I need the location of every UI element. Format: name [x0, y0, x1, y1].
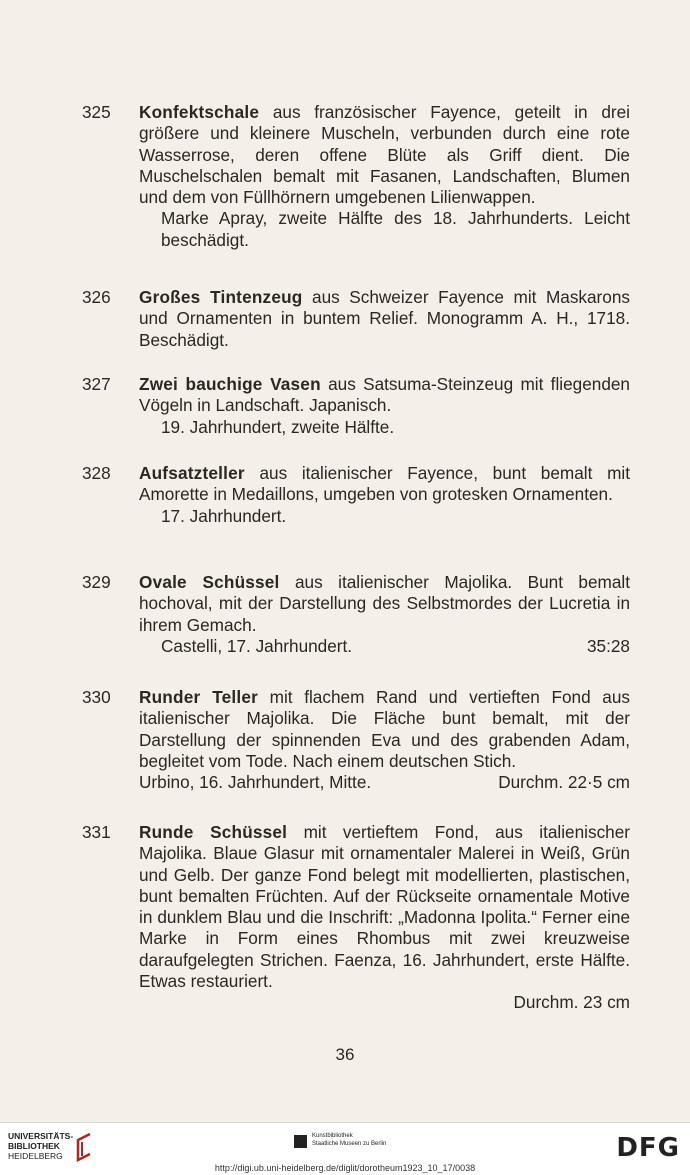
entry-description: aus französischer Fayence, geteilt in drei größere und kleinere Muscheln, verbunden durch eine rote Wasserrose, deren offene Blüte als Griff dient. Die Muschelschalen bemalt mit Fasanen, Landschaften, Blumen und dem von Füllhörnern umgebenen Lilienwappen.	[139, 102, 630, 208]
entry-title: Zwei bauchige Vasen	[139, 374, 321, 394]
entry-number: 329	[82, 572, 111, 592]
entry-origin: Castelli, 17. Jahrhundert.	[161, 635, 353, 656]
university-library-label	[8, 1131, 73, 1161]
kunstbibliothek-label	[312, 1132, 386, 1148]
entry-title: Runder Teller	[139, 687, 258, 707]
entry-title: Runde Schüssel	[139, 822, 288, 842]
source-url[interactable]: http://digi.ub.uni-heidelberg.de/diglit/dorotheum1923_10_17/0038	[214, 1163, 476, 1173]
uni-label-line1: UNIVERSITÄTS-	[8, 1131, 74, 1141]
entry-note: 19. Jahrhundert, zweite Hälfte.	[161, 416, 395, 437]
entry-title: Konfektschale	[139, 102, 260, 122]
entry-dimensions: 35:28	[586, 635, 630, 656]
entry-description: aus Schweizer Fayence mit Maskarons und Ornamenten in buntem Relief. Monogramm A. H., 1718. Beschädigt.	[139, 287, 630, 350]
entry-description: mit flachem Rand und vertieften Fond aus italienischer Majolika. Die Fläche bunt bemalt, mit der Darstellung der spinnenden Eva und des grabenden Adam, begleitet vom Tode. Nach einem deutschen Stich.	[139, 687, 630, 771]
entry-number: 330	[82, 687, 111, 707]
entry-dimensions: Durchm. 23 cm	[513, 992, 630, 1013]
entry-description: aus italienischer Fayence, bunt bemalt mit Amorette in Medaillons, umgeben von grotesken Ornamenten.	[139, 463, 630, 505]
entry-number: 331	[82, 822, 111, 842]
entry-description: aus italienischer Majolika. Bunt bemalt hochoval, mit der Darstellung des Selbstmordes der Lucretia in ihrem Gemach.	[139, 572, 630, 635]
entry-title: Ovale Schüssel	[139, 572, 280, 592]
kb-label-line2: Staatliche Museen zu Berlin	[312, 1141, 387, 1147]
entry-dimensions: Durchm. 22·5 cm	[498, 772, 630, 793]
entry-origin: Urbino, 16. Jahrhundert, Mitte.	[139, 772, 372, 793]
entry-description: aus Satsuma-Steinzeug mit fliegenden Vögeln in Landschaft. Japanisch.	[139, 374, 630, 416]
digitization-footer	[0, 1122, 690, 1175]
entry-number: 325	[82, 102, 111, 122]
entry-number: 328	[82, 463, 111, 483]
page-number: 36	[335, 1045, 355, 1064]
uni-label-line3: HEIDELBERG	[8, 1151, 63, 1161]
entry-title: Großes Tintenzeug	[139, 287, 303, 307]
entry-number: 326	[82, 287, 111, 307]
entry-title: Aufsatzteller	[139, 463, 245, 483]
kb-label-line1: Kunstbibliothek	[312, 1133, 353, 1139]
entry-description: mit vertieftem Fond, aus italienischer Majolika. Blaue Glasur mit ornamentaler Malerei in Weiß, Grün und Gelb. Der ganze Fond belegt mit modellierten, plastischen, bunt bemalten Früchten. Auf der Rückseite ornamentale Motive in dunklem Blau und die Inschrift: „Madonna Ipolita.“ Ferner eine Marke in Form eines Rhombus mit zwei kreuzweise daraufgelegten Strichen. Faenza, 16. Jahrhundert, erste Hälfte. Etwas restauriert.	[139, 822, 631, 992]
university-logo-icon	[72, 1132, 96, 1162]
entry-number: 327	[82, 374, 111, 394]
dfg-logo: DFG	[616, 1133, 680, 1163]
entry-note: 17. Jahrhundert.	[161, 505, 287, 526]
entry-note: Marke Apray, zweite Hälfte des 18. Jahrhunderts. Leicht beschädigt.	[161, 208, 630, 250]
kunstbibliothek-logo-icon	[294, 1135, 307, 1148]
uni-label-line2: BIBLIOTHEK	[8, 1141, 60, 1151]
